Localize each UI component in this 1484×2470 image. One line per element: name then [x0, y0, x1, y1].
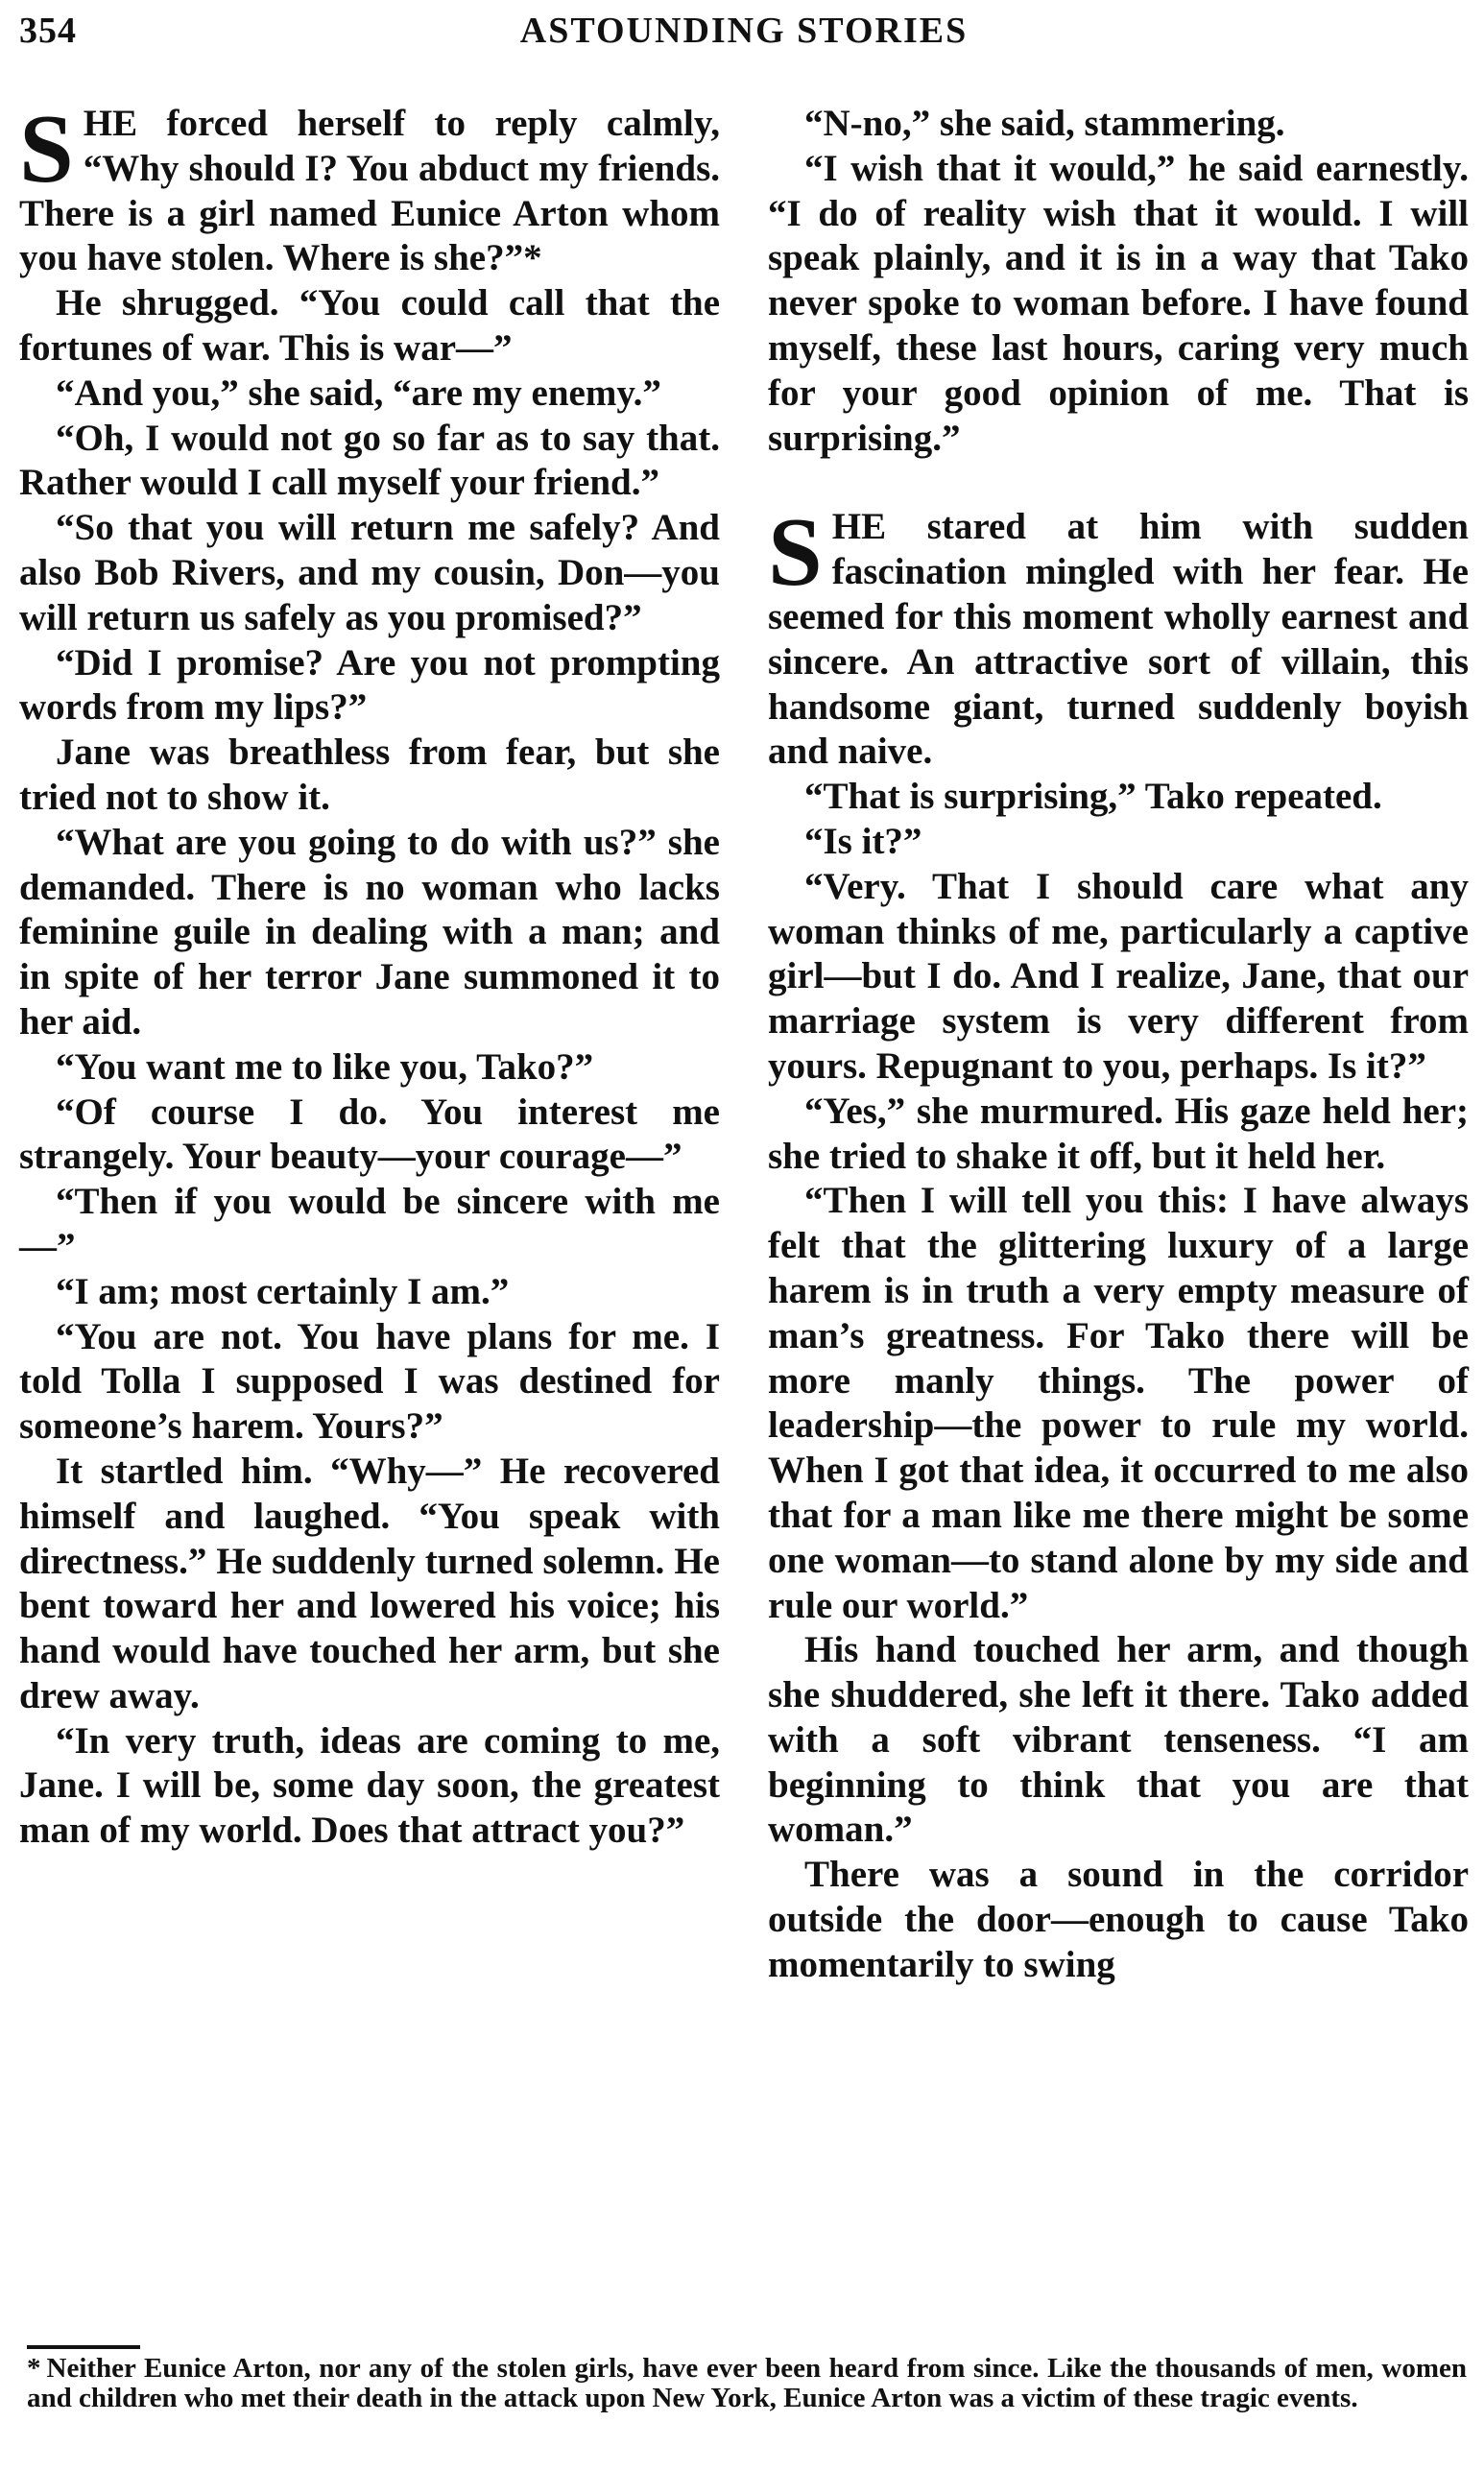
- page-header: [19, 10, 1469, 67]
- paragraph: “Of course I do. You interest me strangely. Your beauty—your courage—”: [19, 1091, 720, 1178]
- paragraph: “In very truth, ideas are coming to me, Jane. I will be, some day soon, the greatest man of my world. Does that attract you?”: [19, 1719, 720, 1852]
- paragraph: Jane was breathless from fear, but she tried not to show it.: [19, 731, 720, 818]
- left-column: [19, 95, 720, 1854]
- footnote: [27, 2354, 1467, 2413]
- paragraph: “What are you going to do with us?” she demanded. There is no woman who lacks feminine guile in dealing with a man; and in spite of her terror Jane summoned it to her aid.: [19, 821, 720, 1043]
- paragraph: “So that you will return me safely? And also Bob Rivers, and my cousin, Don—you will return us safely as you promised?”: [19, 507, 720, 638]
- paragraph: “I am; most certainly I am.”: [56, 1270, 510, 1312]
- page-number: 354: [19, 11, 77, 51]
- paragraph: “You want me to like you, Tako?”: [56, 1045, 594, 1088]
- paragraph: “Is it?”: [804, 820, 922, 862]
- footnote-marker: *: [27, 2353, 41, 2384]
- paragraph: His hand touched her arm, and though she shuddered, she left it there. Tako added with a soft vibrant tenseness. “I am beginning to think that you are that woman.”: [768, 1629, 1469, 1851]
- paragraph: “Very. That I should care what any woman thinks of me, particularly a captive girl—but I do. And I realize, Jane, that our marriage system is very different from yours. Repugnant to you, perhaps. Is it?”: [768, 865, 1469, 1087]
- paragraph: “That is surprising,” Tako repeated.: [804, 776, 1382, 818]
- paragraph: “And you,” she said, “are my enemy.”: [56, 372, 661, 414]
- footnote-divider: [27, 2345, 140, 2349]
- footnote-text: Neither Eunice Arton, nor any of the stolen girls, have ever been heard from since. Like the thousands of men, women and children who met their death in the attack upon New York, Eunice Arton was a victim of these tragic events.: [27, 2353, 1467, 2413]
- paragraph: “I wish that it would,” he said earnestly. “I do of reality wish that it would. I will speak plainly, and it is in a way that Tako never spoke to woman before. I have found myself, these last hours, caring very much for your good opinion of me. That is surprising.”: [768, 147, 1469, 459]
- paragraph-text: HE forced herself to reply calmly, “Why should I? You abduct my friends. There is a girl named Eunice Arton whom you have stolen. Where is she?”*: [19, 103, 720, 279]
- paragraph: “Then if you would be sincere with me—”: [19, 1181, 720, 1267]
- paragraph: He shrugged. “You could call that the fortunes of war. This is war—”: [19, 282, 720, 369]
- paragraph: “You are not. You have plans for me. I told Tolla I supposed I was destined for someone’s harem. Yours?”: [19, 1315, 720, 1448]
- paragraph: There was a sound in the corridor outside the door—enough to cause Tako momentarily to swing: [768, 1854, 1469, 1985]
- paragraph: “Did I promise? Are you not prompting words from my lips?”: [19, 641, 720, 729]
- drop-cap: S: [19, 95, 74, 204]
- right-column: [768, 102, 1469, 1988]
- running-head-title: ASTOUNDING STORIES: [519, 11, 969, 51]
- paragraph: “Oh, I would not go so far as to say that. Rather would I call myself your friend.”: [19, 417, 720, 504]
- paragraph: “N-no,” she said, stammering.: [804, 103, 1285, 144]
- paragraph: It startled him. “Why—” He recovered himself and laughed. “You speak with directness.” He suddenly turned solemn. He bent toward her and lowered his voice; his hand would have touched her arm, but she drew away.: [19, 1450, 720, 1716]
- drop-cap: S: [768, 498, 823, 608]
- section-paragraph: [768, 498, 1469, 775]
- paragraph: “Then I will tell you this: I have always felt that the glittering luxury of a large harem is in truth a very empty measure of man’s greatness. For Tako there will be more manly things. The power of leadership—the power to rule my world. When I got that idea, it occurred to me also that for a man like me there might be some one woman—to stand alone by my side and rule our world.”: [768, 1180, 1469, 1626]
- paragraph: “Yes,” she murmured. His gaze held her; she tried to shake it off, but it held her.: [768, 1090, 1469, 1177]
- opening-paragraph: [19, 95, 720, 281]
- paragraph-text: HE stared at him with sudden fascination mingled with her fear. He seemed for this moment wholly earnest and sincere. An attractive sort of villain, this handsome giant, turned suddenly boyish and naive.: [768, 506, 1469, 773]
